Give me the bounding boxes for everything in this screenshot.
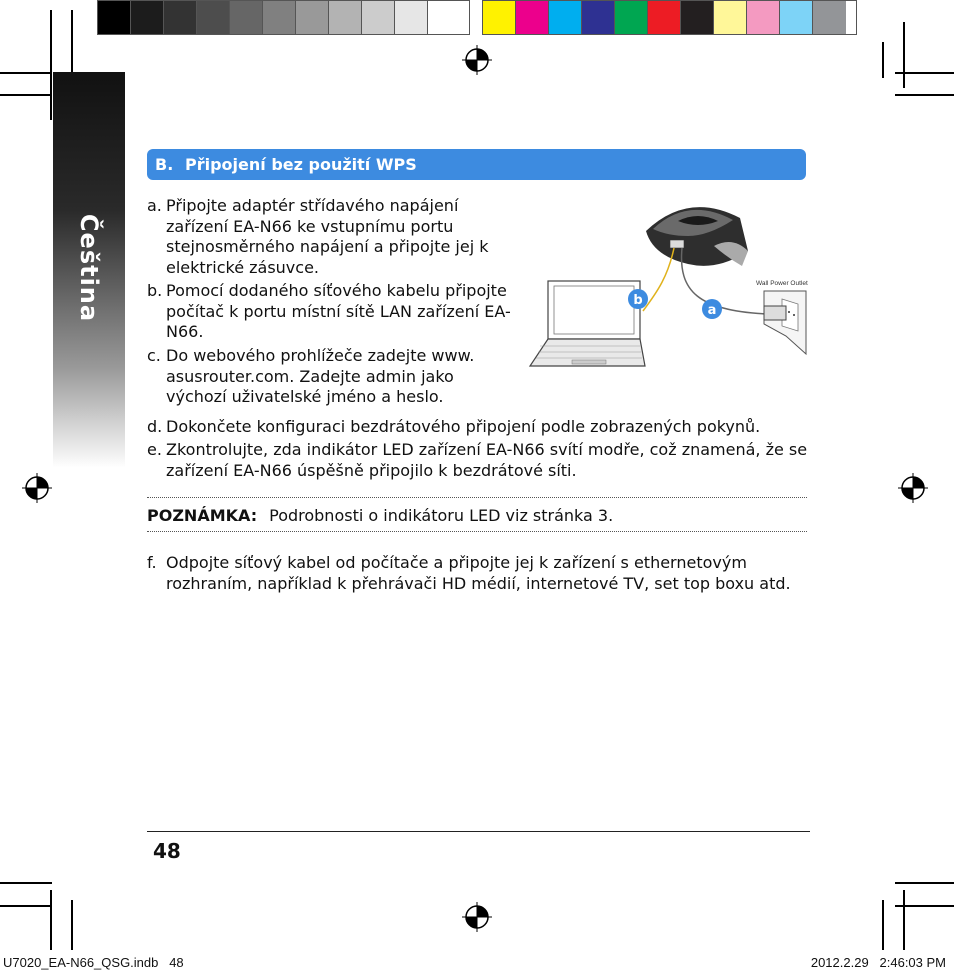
step-text: Připojte adaptér střídavého napájení zařízení EA-N66 ke vstupnímu portu stejnosměrného napájení a připojte jej k elektrické zásuvce. [166, 196, 489, 277]
step-label: a. [147, 196, 162, 215]
registration-mark-icon [462, 45, 492, 75]
color-swatch [516, 1, 549, 34]
crop-mark [903, 890, 905, 950]
crop-mark [50, 890, 52, 950]
step-text: Dokončete konfiguraci bezdrátového připojení podle zobrazených pokynů. [166, 417, 761, 436]
step-label: d. [147, 417, 163, 436]
wall-outlet-icon [764, 291, 806, 354]
registration-mark-icon [462, 902, 492, 932]
page-number: 48 [153, 839, 181, 863]
footer-timestamp: 2012.2.29 2:46:03 PM [810, 955, 946, 970]
section-letter: B. [155, 155, 174, 174]
crop-mark [71, 900, 73, 950]
step-a [147, 196, 502, 278]
registration-mark-icon [898, 473, 928, 503]
language-tab-label: Čeština [75, 213, 103, 323]
step-text: Do webového prohlížeče zadejte www. asusrouter.com. Zadejte admin jako výchozí uživatelské jméno a heslo. [166, 346, 475, 406]
marker-b: b [633, 293, 643, 308]
step-f [147, 553, 812, 594]
crop-mark [895, 882, 954, 884]
crop-mark [50, 10, 52, 120]
grayscale-bar [97, 0, 470, 35]
router-icon [646, 207, 748, 266]
crop-mark [895, 94, 954, 96]
color-swatch [483, 1, 516, 34]
laptop-icon [530, 281, 645, 366]
color-swatch [681, 1, 714, 34]
step-text: Odpojte síťový kabel od počítače a připojte jej k zařízení s ethernetovým rozhraním, například k přehrávači HD médií, internetové TV, set top boxu atd. [166, 553, 791, 593]
color-swatch [296, 1, 329, 34]
color-swatch [197, 1, 230, 34]
crop-mark [0, 94, 50, 96]
step-label: b. [147, 281, 163, 300]
note-label: POZNÁMKA: [147, 506, 258, 525]
color-swatch [428, 1, 461, 34]
color-swatch [362, 1, 395, 34]
step-text: Pomocí dodaného síťového kabelu připojte počítač k portu místní sítě LAN zařízení EA-N66. [166, 281, 511, 341]
color-swatch [131, 1, 164, 34]
marker-a: a [707, 303, 717, 318]
color-swatch [164, 1, 197, 34]
step-text: Zkontrolujte, zda indikátor LED zařízení EA-N66 svítí modře, což znamená, že se zařízení EA-N66 úspěšně připojilo k bezdrátové síti. [166, 440, 808, 480]
section-title: Připojení bez použití WPS [185, 155, 417, 174]
footer-file: U7020_EA-N66_QSG.indb 48 [3, 955, 184, 970]
step-b [147, 281, 522, 343]
color-swatch [263, 1, 296, 34]
crop-mark [882, 900, 884, 950]
step-label: c. [147, 346, 161, 365]
color-swatch [648, 1, 681, 34]
connection-diagram [528, 196, 810, 368]
color-swatch [813, 1, 846, 34]
note-divider-top [147, 497, 807, 498]
color-swatch [329, 1, 362, 34]
crop-mark [71, 10, 73, 76]
step-c [147, 346, 497, 408]
note [147, 506, 613, 526]
crop-mark [903, 22, 905, 88]
wall-outlet-label: Wall Power Outlet [756, 280, 808, 287]
page-number-rule [147, 831, 810, 832]
crop-mark [0, 882, 52, 884]
registration-mark-icon [22, 473, 52, 503]
color-swatch [395, 1, 428, 34]
crop-mark [0, 72, 52, 74]
section-header [147, 149, 806, 180]
note-text: Podrobnosti o indikátoru LED viz stránka 3. [269, 506, 614, 525]
color-swatch [780, 1, 813, 34]
color-swatch [230, 1, 263, 34]
crop-mark [895, 72, 954, 74]
color-swatch [747, 1, 780, 34]
step-d [147, 417, 812, 438]
color-swatch [549, 1, 582, 34]
color-swatch [714, 1, 747, 34]
crop-mark [882, 42, 884, 78]
crop-mark [0, 905, 50, 907]
step-e [147, 440, 812, 481]
color-swatch [98, 1, 131, 34]
step-label: f. [147, 553, 157, 572]
step-label: e. [147, 440, 162, 459]
color-swatch [582, 1, 615, 34]
color-swatch [615, 1, 648, 34]
color-bar [482, 0, 857, 35]
note-divider-bottom [147, 531, 807, 532]
